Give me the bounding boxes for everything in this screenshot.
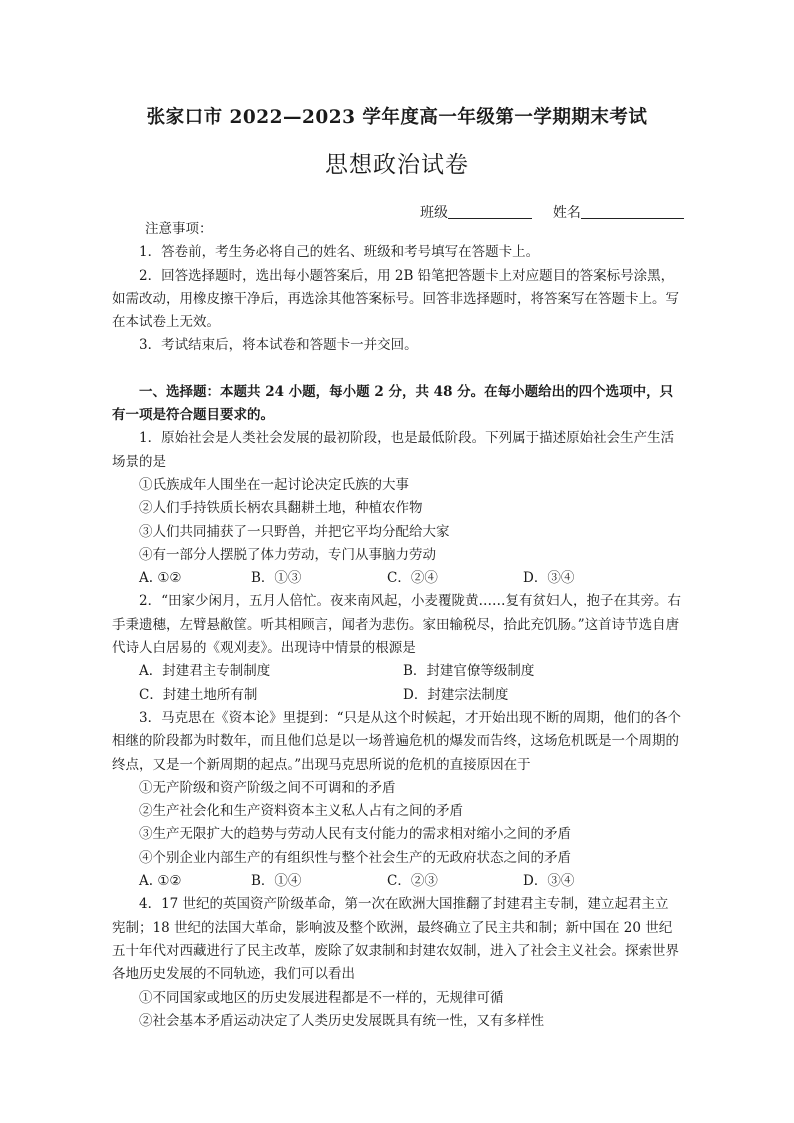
option-b: B．封建官僚等级制度 bbox=[403, 663, 535, 680]
question-stem: 2．“田家少闲月，五月人倍忙。夜来南风起，小麦覆陇黄……复有贫妇人，抱子在其旁。右手秉遗穗，左臂悬敝筐。听其相顾言，闻者为悲伤。家田输税尽，拾此充饥肠。”这首诗节选自唐代诗人白居易的《观刈麦》。出现诗中情景的根源是 bbox=[112, 593, 681, 657]
choice-item: ①氏族成年人围坐在一起讨论决定氏族的大事 bbox=[139, 476, 409, 493]
option-a: A. ①② bbox=[139, 873, 182, 890]
question-stem: 4．17 世纪的英国资产阶级革命，第一次在欧洲大国推翻了封建君主专制，建立起君主立宪制；18 世纪的法国大革命，影响波及整个欧洲，最终确立了民主共和制；新中国在 20 世纪五十年代对西藏进行了民主改革，废除了奴隶制和封建农奴制，进入了社会主义社会。探索世界各地历史发展的不同轨迹，我们可以看出 bbox=[112, 896, 679, 983]
notice-heading: 注意事项： bbox=[145, 221, 213, 237]
notice-item: 1．答卷前，考生务必将自己的姓名、班级和考号填写在答题卡上。 bbox=[139, 244, 540, 261]
option-b: B．①③ bbox=[251, 570, 302, 587]
choice-item: ①不同国家或地区的历史发展进程都是不一样的，无规律可循 bbox=[139, 989, 504, 1006]
option-d: D．③④ bbox=[523, 873, 575, 890]
choice-item: ②社会基本矛盾运动决定了人类历史发展既具有统一性，又有多样性 bbox=[139, 1012, 544, 1029]
choice-item: ②人们手持铁质长柄农具翻耕土地，种植农作物 bbox=[139, 500, 423, 517]
notice-item: 3．考试结束后，将本试卷和答题卡一并交回。 bbox=[139, 337, 418, 354]
answer-options bbox=[112, 684, 682, 707]
option-b: B．①④ bbox=[251, 873, 302, 890]
option-d: D．③④ bbox=[523, 570, 575, 587]
option-c: C．②③ bbox=[387, 873, 438, 890]
question-stem: 3．马克思在《资本论》里提到：“只是从这个时候起，才开始出现不断的周期，他们的各个相继的阶段都为时数年，而且他们总是以一场普遍危机的爆发而告终，这场危机既是一个周期的终点，又是一个新周期的起点。”出现马克思所说的危机的直接原因在于 bbox=[112, 709, 681, 773]
name-label: 姓名 bbox=[552, 205, 581, 221]
exam-title: 张家口市 2022—2023 学年度高一年级第一学期期末考试 bbox=[146, 107, 648, 128]
option-a: A. ①② bbox=[139, 570, 182, 587]
question-stem: 1．原始社会是人类社会发展的最初阶段，也是最低阶段。下列属于描述原始社会生产生活场景的是 bbox=[112, 430, 675, 470]
answer-options bbox=[112, 870, 682, 893]
option-c: C．封建土地所有制 bbox=[139, 686, 258, 703]
choice-item: ④有一部分人摆脱了体力劳动，专门从事脑力劳动 bbox=[139, 546, 436, 563]
choice-item: ①无产阶级和资产阶级之间不可调和的矛盾 bbox=[139, 779, 396, 796]
notice-item: 2．回答选择题时，选出每小题答案后，用 2B 铅笔把答题卡上对应题目的答案标号涂黑，如需改动，用橡皮擦干净后，再选涂其他答案标号。回答非选择题时，将答案写在答题卡上。写在本试卷上无效。 bbox=[112, 267, 679, 331]
section-heading: 一、选择题：本题共 24 小题，每小题 2 分，共 48 分。在每小题给出的四个选项中，只有一项是符合题目要求的。 bbox=[112, 383, 674, 424]
option-d: D．封建宗法制度 bbox=[403, 686, 509, 703]
option-c: C．②④ bbox=[387, 570, 438, 587]
choice-item: ③生产无限扩大的趋势与劳动人民有支付能力的需求相对缩小之间的矛盾 bbox=[139, 826, 571, 843]
exam-body bbox=[112, 218, 682, 1033]
choice-item: ④个别企业内部生产的有组织性与整个社会生产的无政府状态之间的矛盾 bbox=[139, 849, 571, 866]
option-a: A．封建君主专制制度 bbox=[139, 663, 271, 680]
class-label: 班级 bbox=[420, 205, 448, 221]
exam-subtitle: 思想政治试卷 bbox=[325, 152, 469, 178]
answer-options bbox=[112, 567, 682, 590]
choice-item: ③人们共同捕获了一只野兽，并把它平均分配给大家 bbox=[139, 523, 450, 540]
answer-options bbox=[112, 660, 682, 683]
choice-item: ②生产社会化和生产资料资本主义私人占有之间的矛盾 bbox=[139, 803, 463, 820]
